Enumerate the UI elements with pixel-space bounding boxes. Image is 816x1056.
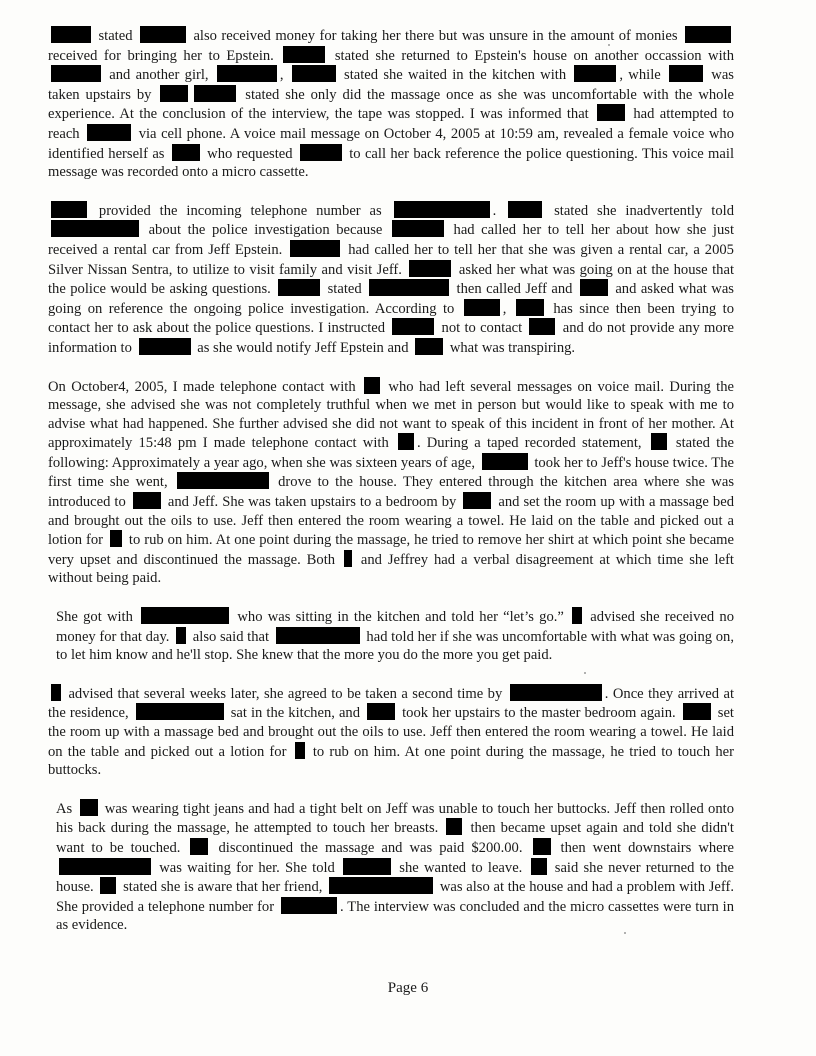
text-run: . — [492, 202, 506, 219]
redaction-bar — [597, 104, 625, 121]
redaction-bar — [508, 201, 542, 218]
text-run: . The interview was concluded and the micro cassettes were turn in as evidence. — [56, 898, 734, 934]
text-run: stated — [323, 281, 367, 298]
text-run: was wearing tight jeans and had a tight belt on Jeff was unable to touch her buttocks. Jeff then rolled onto his back during the massage, he attempted to touch her breasts. — [56, 800, 734, 837]
redaction-bar — [51, 65, 101, 82]
text-run: stated she inadvertently told — [545, 202, 734, 219]
text-run: had told her if she was uncomfortable with what was going on, to let him know and he'll stop. She knew that the more you do the more you get paid. — [56, 628, 734, 664]
redaction-bar — [217, 65, 277, 82]
redaction-bar — [283, 46, 325, 63]
redaction-bar — [367, 703, 395, 720]
text-run: then went downstairs where — [553, 839, 734, 856]
text-run: said she never returned to the house. — [56, 859, 735, 896]
text-run: has since then been trying to contact her to ask about the police questions. I instructed — [48, 300, 735, 337]
redaction-bar — [516, 299, 544, 316]
redaction-bar — [194, 85, 236, 102]
text-run: set the room up with a massage bed and brought out the oils to use. Jeff then entered the room wearing a towel. He laid on the table and picked out a lotion for — [48, 705, 734, 760]
redaction-bar — [344, 550, 352, 567]
text-run: asked her what was going on at the house that the police would be asking questions. — [48, 261, 735, 298]
text-run: was waiting for her. She told — [154, 859, 341, 876]
text-run: to rub on him. At one point during the massage, he tried to touch her buttocks. — [48, 743, 734, 779]
paragraph — [48, 799, 734, 935]
redaction-bar — [100, 877, 116, 894]
report-body — [48, 26, 734, 954]
text-run: stated she returned to Epstein's house on another occassion with — [328, 47, 734, 64]
text-run: , — [279, 67, 289, 84]
redaction-bar — [139, 338, 191, 355]
redaction-bar — [110, 530, 122, 547]
text-run: On October4, 2005, I made telephone contact with — [48, 378, 362, 395]
text-run: provided the incoming telephone number as — [90, 202, 391, 219]
redaction-bar — [683, 703, 711, 720]
text-run: discontinued the massage and was paid $200.00. — [211, 839, 530, 856]
text-run: to call her back reference the police questioning. This voice mail message was recorded onto a micro cassette. — [48, 145, 734, 181]
text-run: had called her to tell her about how she just received a rental car from Jeff Epstein. — [48, 222, 734, 258]
redaction-bar — [343, 858, 391, 875]
text-run: and set the room up with a massage bed and brought out the oils to use. Jeff then entered the room wearing a towel. He laid on the table and picked out a lotion for — [48, 494, 735, 549]
text-run: and asked what was going on reference the ongoing police investigation. According to — [48, 281, 734, 317]
redaction-bar — [141, 607, 229, 624]
text-run: , while — [619, 67, 667, 84]
text-run: to rub on him. At one point during the massage, he tried to remove her shirt at which point she became very upset and discontinued the massage. Both — [48, 532, 734, 568]
redaction-bar — [51, 220, 139, 237]
text-run: took her to Jeff's house twice. The first time she went, — [48, 454, 734, 491]
text-run: , — [502, 300, 513, 317]
text-run: also said that — [189, 628, 273, 645]
redaction-bar — [409, 260, 451, 277]
text-run: and another girl, — [104, 67, 214, 84]
redaction-bar — [369, 279, 449, 296]
paragraph — [48, 377, 734, 589]
redaction-bar — [278, 279, 320, 296]
redaction-bar — [685, 26, 731, 43]
text-run: she wanted to leave. — [394, 859, 528, 876]
redaction-bar — [574, 65, 616, 82]
text-run: also received money for taking her there but was unsure in the amount of monies — [188, 28, 682, 44]
redaction-bar — [531, 858, 547, 875]
text-run: advised she received no money for that day. — [56, 609, 734, 645]
text-run: and do not provide any more information to — [48, 320, 734, 356]
text-run: then became upset again and told she didn't want to be touched. — [56, 820, 734, 856]
text-run: stated she waited in the kitchen with — [338, 67, 572, 84]
text-run: sat in the kitchen, and — [226, 705, 365, 722]
redaction-bar — [669, 65, 703, 82]
redaction-bar — [392, 318, 434, 335]
text-run: took her upstairs to the master bedroom again. — [398, 705, 680, 722]
text-run: was taken upstairs by — [48, 67, 734, 103]
redaction-bar — [51, 26, 91, 43]
redaction-bar — [133, 492, 161, 509]
redaction-bar — [329, 877, 433, 894]
redaction-bar — [292, 65, 336, 82]
text-run: what was transpiring. — [446, 339, 576, 356]
redaction-bar — [281, 897, 337, 914]
redaction-bar — [176, 627, 186, 644]
text-run: was also at the house and had a problem with Jeff. She provided a telephone number for — [56, 879, 734, 915]
redaction-bar — [136, 703, 224, 720]
redaction-bar — [276, 627, 360, 644]
redaction-bar — [51, 201, 87, 218]
redaction-bar — [190, 838, 208, 855]
redaction-bar — [398, 433, 414, 450]
text-run: had attempted to reach — [48, 106, 734, 142]
text-run: . Once they arrived at the residence, — [48, 685, 735, 722]
text-run: and Jeff. She was taken upstairs to a bedroom by — [163, 494, 461, 511]
redaction-bar — [87, 124, 131, 141]
text-run: stated she only did the massage once as she was uncomfortable with the whole experience. At the conclusion of the interview, the tape was stopped. I was informed that — [48, 86, 734, 123]
text-run: not to contact — [437, 320, 527, 337]
text-run: advised that several weeks later, she agreed to be taken a second time by — [64, 685, 507, 702]
text-run: about the police investigation because — [142, 222, 389, 239]
text-run: had called her to tell her that she was given a rental car, a 2005 Silver Nissan Sentra, to utilize to visit family and visit Jeff. — [48, 241, 734, 278]
text-run: via cell phone. A voice mail message on October 4, 2005 at 10:59 am, revealed a female voice who identified herself as — [48, 125, 734, 162]
text-run: . During a taped recorded statement, — [416, 435, 648, 452]
redaction-bar — [80, 799, 98, 816]
text-run: As — [56, 800, 77, 817]
text-run: stated — [94, 28, 137, 44]
redaction-bar — [464, 299, 500, 316]
redaction-bar — [295, 742, 305, 759]
text-run: who was sitting in the kitchen and told her “let’s go.” — [232, 609, 570, 626]
text-run: received for bringing her to Epstein. — [48, 47, 281, 64]
text-run: stated she is aware that her friend, — [119, 879, 327, 896]
redaction-bar — [651, 433, 667, 450]
redaction-bar — [572, 607, 582, 624]
redaction-bar — [415, 338, 443, 355]
text-run: and Jeffrey had a verbal disagreement at which time she left without being paid. — [48, 551, 734, 587]
paragraph — [48, 684, 734, 780]
page-number: Page 6 — [387, 980, 429, 996]
text-run: who had left several messages on voice mail. During the message, she advised she was not completely truthful when we met in person but would like to speak with me to advise what had happened. She further advised she did not want to speak of this incident in front of her mother. At approximately 15:48 pm I made telephone contact with — [48, 378, 734, 452]
redaction-bar — [51, 684, 61, 701]
redaction-bar — [510, 684, 602, 701]
paragraph — [48, 26, 734, 182]
redaction-bar — [59, 858, 151, 875]
text-run: She got with — [56, 609, 139, 626]
redaction-bar — [533, 838, 551, 855]
paragraph — [48, 201, 734, 358]
redaction-bar — [177, 472, 269, 489]
redaction-bar — [580, 279, 608, 296]
redaction-bar — [172, 144, 200, 161]
redaction-bar — [364, 377, 380, 394]
redaction-bar — [290, 240, 340, 257]
redaction-bar — [300, 144, 342, 161]
redaction-bar — [482, 453, 528, 470]
redaction-bar — [394, 201, 490, 218]
redaction-bar — [463, 492, 491, 509]
text-run: stated the following: Approximately a year ago, when she was sixteen years of age, — [48, 435, 734, 471]
text-run: then called Jeff and — [452, 281, 577, 298]
text-run: drove to the house. They entered through the kitchen area where she was introduced to — [48, 474, 734, 511]
paragraph — [48, 607, 734, 665]
redaction-bar — [529, 318, 555, 335]
text-run: as she would notify Jeff Epstein and — [193, 339, 413, 356]
redaction-bar — [392, 220, 444, 237]
redaction-bar — [446, 818, 462, 835]
redaction-bar — [140, 26, 186, 43]
redaction-bar — [160, 85, 188, 102]
text-run: who requested — [202, 145, 297, 162]
